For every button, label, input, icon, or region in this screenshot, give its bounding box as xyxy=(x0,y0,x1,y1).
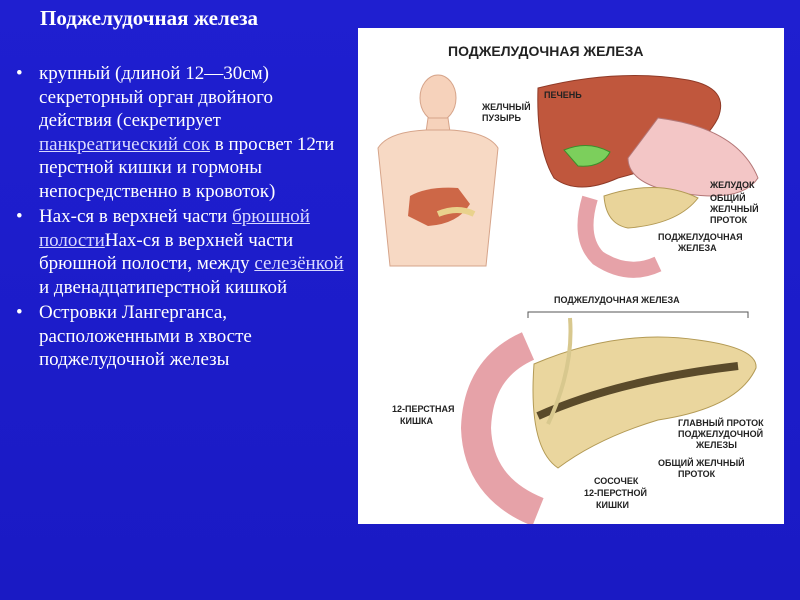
label-duodenum-2: КИШКА xyxy=(400,416,433,426)
bullet-text: Нах-ся в верхней части брюшной полости, между xyxy=(39,229,294,274)
label-pancreas-2: ЖЕЛЕЗА xyxy=(678,243,717,253)
bullet-text: в просвет 12ти перстной кишки и гормоны непосредственно в кровоток) xyxy=(39,133,335,202)
label-main-duct-3: ЖЕЛЕЗЫ xyxy=(696,440,737,450)
bullet-text: и двенадцатиперстной кишкой xyxy=(39,276,288,298)
bullet-item xyxy=(16,205,346,299)
label-liver: ПЕЧЕНЬ xyxy=(544,90,582,100)
label-gallbladder-1: ЖЕЛЧНЫЙ xyxy=(482,102,531,112)
bullet-marker: • xyxy=(16,63,23,84)
label-main-duct-1: ГЛАВНЫЙ ПРОТОК xyxy=(678,418,764,428)
label-papilla-2: 12-ПЕРСТНОЙ xyxy=(584,488,647,498)
slide-title: Поджелудочная железа xyxy=(40,6,259,30)
bullet-list xyxy=(16,62,346,374)
bullet-marker: • xyxy=(16,302,23,323)
torso-illustration xyxy=(378,75,498,266)
anatomy-figure xyxy=(358,28,784,524)
link-spleen[interactable]: селезёнкой xyxy=(254,253,344,274)
label-papilla-3: КИШКИ xyxy=(596,500,629,510)
link-pancreatic-juice[interactable]: панкреатический сок xyxy=(39,133,210,155)
label-pancreas-1: ПОДЖЕЛУДОЧНАЯ xyxy=(658,232,743,242)
label-bile-duct-1: ОБЩИЙ ЖЕЛЧНЫЙ xyxy=(658,458,745,468)
bullet-text: крупный (длиной 12—30см) секреторный орган двойного действия (секретирует xyxy=(39,63,273,131)
label-common-duct-3: ПРОТОК xyxy=(710,215,748,225)
figure-top-title: ПОДЖЕЛУДОЧНАЯ ЖЕЛЕЗА xyxy=(448,43,644,59)
label-bile-duct-2: ПРОТОК xyxy=(678,469,716,479)
label-main-duct-2: ПОДЖЕЛУДОЧНОЙ xyxy=(678,429,764,439)
pancreas-top-shape xyxy=(604,187,698,228)
bullet-text: Островки Лангерганса, расположенными в хвосте поджелудочной железы xyxy=(39,302,252,370)
bullet-item xyxy=(16,301,346,372)
bracket-line xyxy=(528,312,748,318)
label-duodenum-1: 12-ПЕРСТНАЯ xyxy=(392,404,455,414)
link-abdominal-cavity[interactable]: брюшной полости xyxy=(39,206,310,251)
bullet-item xyxy=(16,62,346,203)
label-common-duct-2: ЖЕЛЧНЫЙ xyxy=(710,204,759,214)
label-gallbladder-2: ПУЗЫРЬ xyxy=(482,113,521,123)
bullet-marker: • xyxy=(16,206,23,227)
duodenum-bottom-shape xyxy=(476,346,538,512)
anatomy-illustration xyxy=(358,28,784,524)
figure-bottom-title: ПОДЖЕЛУДОЧНАЯ ЖЕЛЕЗА xyxy=(554,295,680,305)
label-stomach: ЖЕЛУДОК xyxy=(710,180,755,190)
label-common-duct-1: ОБЩИЙ xyxy=(710,193,746,203)
label-papilla-1: СОСОЧЕК xyxy=(594,476,639,486)
bullet-text: Нах-ся в верхней части xyxy=(39,206,233,227)
